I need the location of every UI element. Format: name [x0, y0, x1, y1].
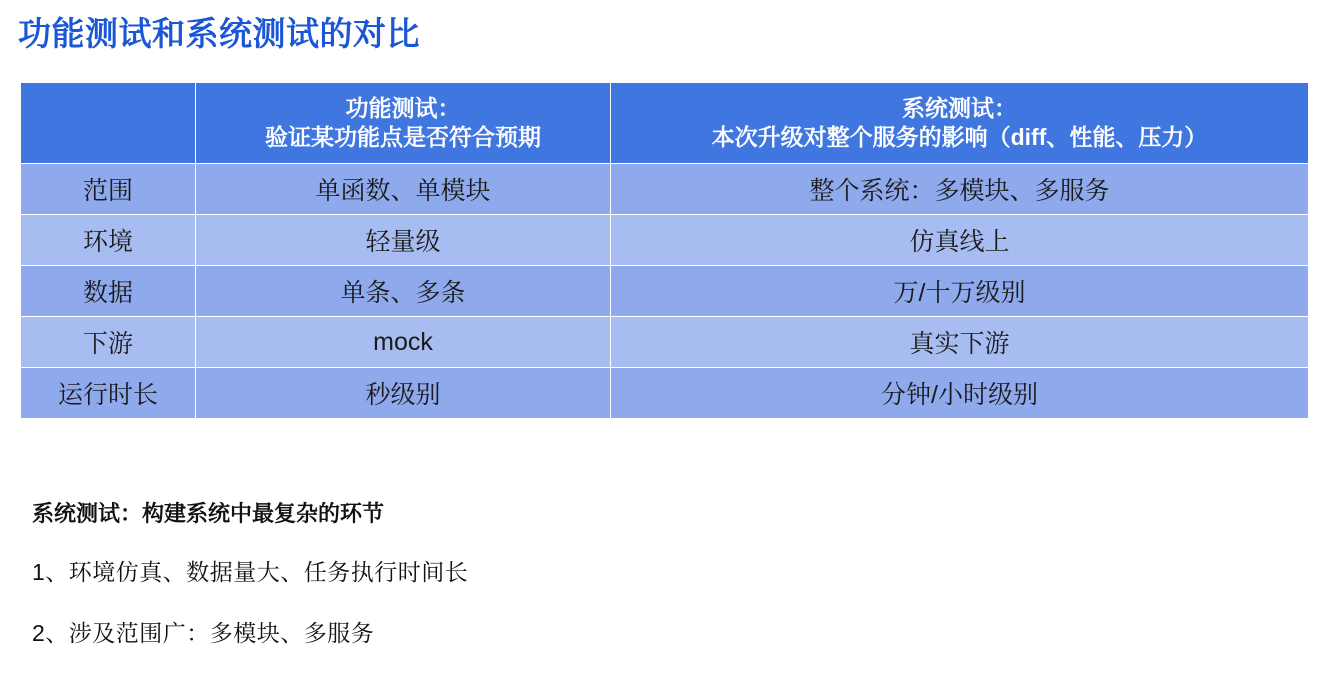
note-line-2: 2、涉及范围广：多模块、多服务 — [32, 620, 375, 646]
row-label: 下游 — [21, 317, 196, 368]
row-functional-value: 秒级别 — [196, 368, 611, 419]
page-title: 功能测试和系统测试的对比 — [18, 15, 420, 52]
comparison-table — [20, 82, 1309, 419]
table-header — [21, 83, 1309, 164]
row-label: 数据 — [21, 266, 196, 317]
row-system-value: 真实下游 — [611, 317, 1309, 368]
row-system-value: 整个系统：多模块、多服务 — [611, 164, 1309, 215]
table-row — [21, 164, 1309, 215]
header-functional-line2: 验证某功能点是否符合预期 — [265, 124, 541, 150]
table-row — [21, 368, 1309, 419]
header-cell-functional — [196, 83, 611, 164]
table-body — [21, 164, 1309, 419]
header-cell-system — [611, 83, 1309, 164]
row-functional-value: 单条、多条 — [196, 266, 611, 317]
table-row — [21, 317, 1309, 368]
row-label: 环境 — [21, 215, 196, 266]
note-line-1: 1、环境仿真、数据量大、任务执行时间长 — [32, 559, 469, 585]
header-cell-label — [21, 83, 196, 164]
header-system-line2: 本次升级对整个服务的影响（diff、性能、压力） — [711, 124, 1208, 150]
row-functional-value: 单函数、单模块 — [196, 164, 611, 215]
notes-section — [32, 497, 1272, 676]
row-functional-value: mock — [196, 317, 611, 368]
row-label: 范围 — [21, 164, 196, 215]
table-row — [21, 266, 1309, 317]
header-system-line1: 系统测试： — [902, 95, 1017, 122]
row-functional-value: 轻量级 — [196, 215, 611, 266]
row-system-value: 万/十万级别 — [611, 266, 1309, 317]
row-system-value: 分钟/小时级别 — [611, 368, 1309, 419]
row-system-value: 仿真线上 — [611, 215, 1309, 266]
header-functional-line1: 功能测试： — [345, 95, 461, 122]
notes-heading: 系统测试：构建系统中最复杂的环节 — [32, 501, 385, 526]
table-header-row — [21, 83, 1309, 164]
table-row — [21, 215, 1309, 266]
row-label: 运行时长 — [21, 368, 196, 419]
